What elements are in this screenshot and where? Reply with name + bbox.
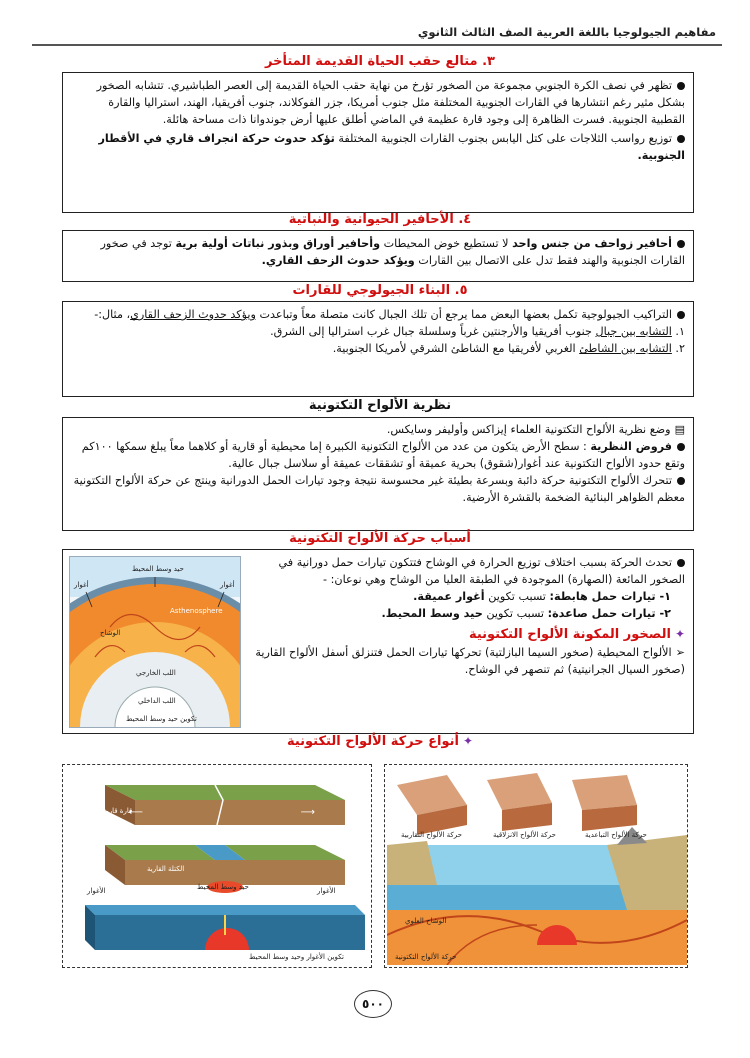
- page-header: [32, 22, 722, 46]
- plate-theory-title: نظرية الألواح التكتونية: [308, 398, 452, 413]
- arrow-bullet-icon: ➢: [675, 646, 685, 659]
- earth-figure-caption: تكوين حيد وسط المحيط: [126, 715, 197, 723]
- label-upper-mantle: الوشاح العلوي: [405, 917, 447, 925]
- causes-box: [62, 549, 694, 734]
- earth-cross-section-figure: [69, 556, 241, 728]
- types-title: ✦أنواع حركة الألواح التكتونية: [286, 734, 474, 749]
- plate-theory-paragraph-1: ▤وضع نظرية الألواح التكتونية العلماء إيزاكس وأوليفر وسايكس.: [386, 423, 685, 436]
- sparkle-icon: ✦: [462, 734, 474, 748]
- section-3-title: ٣. متالع حقب الحياة القديمة المتأخر: [265, 54, 495, 69]
- bullet-icon: [677, 240, 685, 248]
- header-title: مفاهيم الجيولوجيا باللغة العربية الصف الثالث الثانوي: [417, 25, 716, 39]
- label-trench-left: أغوار: [74, 581, 89, 589]
- label-rift-ridge: حيد وسط المحيط: [197, 883, 249, 891]
- section-3-paragraph-2: توزيع رواسب الثلاجات على كتل اليابس بجنوب القارات الجنوبية المختلفة تؤكد حدوث حركة انجراف قاري في الأقطار الجنوبية.: [98, 132, 685, 162]
- label-asthenosphere: Asthenosphere: [170, 607, 223, 615]
- bullet-icon: [677, 82, 685, 90]
- section-3-box: [62, 72, 694, 213]
- rift-sequence-figure: [62, 764, 372, 968]
- svg-text:⟶: ⟶: [300, 807, 315, 818]
- bullet-icon: [677, 135, 685, 143]
- plate-boundaries-figure: [384, 764, 688, 968]
- rocks-title: ✦الصخور المكونة الألواح التكتونية: [468, 627, 685, 642]
- label-transform: حركة الألواح الانزلاقية: [493, 831, 556, 839]
- bullet-icon: [677, 559, 685, 567]
- label-trench-2: الأغوار: [317, 887, 336, 895]
- plate-theory-paragraph-2: فروض النظرية : سطح الأرض يتكون من عدد من الألواح التكتونية الكبيرة إما محيطية أو قارية أو كلاهما معاً يبلغ سمكها ١٠٠كم وتقع حدود الألواح التكتونية عند أغوار(شقوق) بحرية عميقة أو تشققات عميقة أو سلاسل جبال عالية.: [81, 440, 685, 470]
- plate-boundaries-svg: [387, 765, 687, 965]
- rift-figure-caption: تكوين الأغوار وحيد وسط المحيط: [249, 953, 344, 961]
- boundaries-figure-caption: حركة الألواح التكتونية: [395, 953, 457, 961]
- causes-title: أسباب حركة الألواح التكتونية: [289, 531, 471, 546]
- page-number: ٥٠٠: [354, 990, 392, 1018]
- section-5-box: [62, 301, 694, 397]
- section-5-paragraph: التراكيب الجيولوجية تكمل بعضها البعض مما يرجع أن تلك الجبال كانت متصلة معاً وتباعدت ويؤكد حدوث الزحف القاري، مثال:-: [71, 306, 685, 323]
- label-mantle: الوشاح: [100, 629, 121, 637]
- label-inner-core: اللب الداخلي: [138, 697, 176, 705]
- causes-item-2: ٢- تيارات حمل صاعدة: تسبب تكوين حيد وسط المحيط.: [381, 607, 671, 620]
- svg-text:⟵: ⟵: [128, 807, 143, 818]
- label-continent-2: الكتلة القارية: [147, 865, 185, 873]
- label-convergent: حركة الألواح التقاربية: [401, 831, 462, 839]
- section-4-box: [62, 230, 694, 282]
- rift-sequence-svg: [65, 765, 371, 965]
- bullet-icon: [677, 443, 685, 451]
- plate-theory-paragraph-3: تتحرك الألواح التكتونية حركة دائبة وبسرعة بطيئة غير محسوسة نتيجة وجود تيارات الحمل الدورانية وينتج عن حركة الألواح التكتونية معظم الظواهر البنائية الضخمة بالقشرة الأرضية.: [73, 474, 685, 504]
- bullet-icon: [677, 477, 685, 485]
- book-icon: ▤: [674, 423, 685, 436]
- label-trench-1: الأغوار: [87, 887, 106, 895]
- causes-paragraph: تحدث الحركة بسبب اختلاف توزيع الحرارة في الوشاح فتتكون تيارات حمل دورانية في الصخور المائعة (الصهارة) الموجودة في الطبقة العليا من الوشاح وهي نوعان: -: [278, 556, 685, 586]
- plate-theory-box: [62, 417, 694, 531]
- label-trench-right: أغوار: [220, 581, 235, 589]
- section-5-item-1: ١. التشابه بين جبال جنوب أفريقيا والأرجنتين غرباً وسلسلة جبال غرب استراليا إلى الشرق.: [270, 325, 685, 338]
- causes-item-1: ١- تيارات حمل هابطة: تسبب تكوين أغوار عميقة.: [413, 590, 671, 603]
- causes-text: [255, 554, 685, 678]
- section-3-paragraph-1: تظهر في نصف الكرة الجنوبي مجموعة من الصخور تؤرخ من نهاية حقب الحياة القديمة إلى العصر الطباشيري. تتشابه الصخور بشكل مثير رغم انتشارها في القارات الجنوبية المختلفة مثل جنوب أمريكا، جزر الفوكلاند، جنوب أفريقيا، الهند، استراليا والقارة القطبية الجنوبية. فسرت الظاهرة إلى وجود قارة عظيمة في الماضي أطلق عليها أرض جوندوانا ذات مساحة هائلة.: [96, 79, 685, 126]
- rocks-paragraph: ➢الألواح المحيطية (صخور السيما البازلتية) تحركها تيارات الحمل فتنزلق أسفل الألواح القارية (صخور السيال الجرانيتية) ثم تنصهر في الوشاح.: [255, 646, 685, 676]
- label-continent-1: قارة قارية: [103, 807, 133, 815]
- section-5-item-2: ٢. التشابه بين الشاطئ الغربي لأفريقيا مع الشاطئ الشرقي لأمريكا الجنوبية.: [332, 342, 685, 355]
- label-divergent: حركة الألواح التباعدية: [585, 831, 647, 839]
- label-ridge: حيد وسط المحيط: [132, 565, 184, 573]
- label-outer-core: اللب الخارجي: [136, 669, 176, 677]
- bullet-icon: [677, 311, 685, 319]
- section-4-paragraph: أحافير زواحف من جنس واحد لا تستطيع خوض المحيطات وأحافير أوراق وبذور نباتات أولية برية توجد في صخور القارات الجنوبية والهند فقط تدل على الاتصال بين القارات ويؤكد حدوث الزحف القاري.: [100, 237, 685, 267]
- sparkle-icon: ✦: [674, 627, 685, 641]
- section-5-title: ٥. البناء الجيولوجي للقارات: [292, 283, 468, 298]
- section-4-title: ٤. الأحافير الحيوانية والنباتية: [288, 212, 472, 227]
